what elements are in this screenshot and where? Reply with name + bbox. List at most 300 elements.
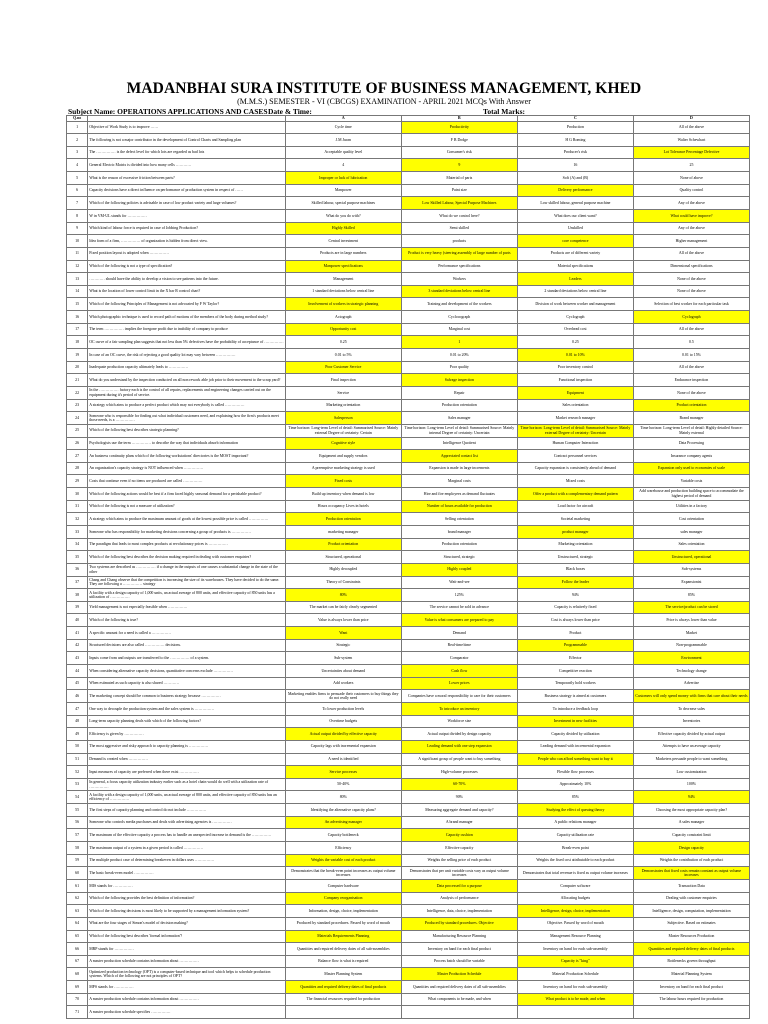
option-c: Marketing orientation xyxy=(517,538,633,551)
question-number: 43 xyxy=(67,652,88,665)
option-c: Cyclograph xyxy=(517,311,633,324)
table-row xyxy=(67,361,750,374)
option-d: 25 xyxy=(633,159,749,172)
table-row xyxy=(67,323,750,336)
table-row xyxy=(67,702,750,715)
option-b: brand manager xyxy=(401,526,517,539)
question-text: Someone who controls media purchases and deals with advertising agencies is …………… xyxy=(88,816,286,829)
option-d: All of the above xyxy=(633,247,749,260)
total-marks-label: Total Marks: xyxy=(483,107,526,116)
option-c: 0.01 to 10% xyxy=(517,349,633,362)
option-d: None of the above xyxy=(633,273,749,286)
question-text: OC curve of a fair sampling plan suggests that not less than 5% defectives have the probability of acceptance of …………… xyxy=(88,336,286,349)
option-a: J.M Juran xyxy=(285,134,401,147)
table-row xyxy=(67,1006,750,1019)
question-number: 23 xyxy=(67,399,88,412)
option-a: Improper or lack of lubrication xyxy=(285,172,401,185)
option-b: 1 xyxy=(401,336,517,349)
option-a: An advertising manager xyxy=(285,816,401,829)
option-c: Product xyxy=(517,627,633,640)
question-text: Which of the following decisions is most likely to be supported by a management information system? xyxy=(88,905,286,918)
table-row xyxy=(67,399,750,412)
option-c: Delivery performance xyxy=(517,184,633,197)
option-b: Weights the selling price of each product xyxy=(401,854,517,867)
option-a: Salesperson xyxy=(285,412,401,425)
option-c: Leaders xyxy=(517,273,633,286)
question-number: 45 xyxy=(67,677,88,690)
option-d: Product orientation xyxy=(633,399,749,412)
option-b: 9 xyxy=(401,159,517,172)
question-number: 25 xyxy=(67,424,88,437)
option-d: Transaction Data xyxy=(633,879,749,892)
table-row xyxy=(67,311,750,324)
option-a: Want xyxy=(285,627,401,640)
question-text: Demand is created when …………… xyxy=(88,753,286,766)
option-a: Produced by standard procedures. Passed by word of mouth xyxy=(285,917,401,930)
option-c: 94% xyxy=(517,589,633,602)
option-b: Process batch should be variable xyxy=(401,955,517,968)
option-c: Market research manager xyxy=(517,412,633,425)
option-b: Wait-and-see xyxy=(401,576,517,589)
question-number: 57 xyxy=(67,829,88,842)
option-c: A public relations manager xyxy=(517,816,633,829)
option-c: Poor inventory control xyxy=(517,361,633,374)
option-a: 1 standard deviations below central line xyxy=(285,285,401,298)
option-d: Insurance company agents xyxy=(633,450,749,463)
mcq-table xyxy=(66,115,750,1019)
option-b: Quantities and required delivery dates of all sub-assemblies xyxy=(401,981,517,994)
option-c: Leading demand with incremental expansion xyxy=(517,740,633,753)
option-b: Salvage inspection xyxy=(401,374,517,387)
option-b: Production orientation xyxy=(401,399,517,412)
option-b: Production orientation xyxy=(401,538,517,551)
option-c: Programmable xyxy=(517,639,633,652)
question-text: Which of the following actions would be best if a firm faced highly seasonal demand for a perishable product? xyxy=(88,488,286,501)
table-row xyxy=(67,222,750,235)
question-number: 37 xyxy=(67,576,88,589)
option-d: All of the above xyxy=(633,121,749,134)
question-number: 42 xyxy=(67,639,88,652)
question-text: Which of the following is not a measure of utilization? xyxy=(88,500,286,513)
option-d: Endurance inspection xyxy=(633,374,749,387)
question-number: 27 xyxy=(67,450,88,463)
question-text: Capacity decisions have a direct influence on performance of production system in respect of …… xyxy=(88,184,286,197)
table-row xyxy=(67,576,750,589)
option-c: Material Production Schedule xyxy=(517,968,633,981)
option-d: All of the above xyxy=(633,361,749,374)
question-number: 28 xyxy=(67,462,88,475)
option-a: Service processes xyxy=(285,766,401,779)
option-c: Producer's risk xyxy=(517,146,633,159)
question-number: 54 xyxy=(67,791,88,804)
option-b: Structured, strategic xyxy=(401,551,517,564)
question-number: 48 xyxy=(67,715,88,728)
question-text: A master production schedule contains information about …………… xyxy=(88,955,286,968)
option-a: Involvement of workers in strategic planning xyxy=(285,298,401,311)
exam-subtitle: (M.M.S.) SEMESTER - VI (CBCGS) EXAMINATION - APRIL 2021 MCQs With Answer xyxy=(237,97,531,106)
option-b: Product is very heavy (steering assembly of large number of parts xyxy=(401,247,517,260)
option-d: Cyclograph xyxy=(633,311,749,324)
option-a: marketing manager xyxy=(285,526,401,539)
option-a: 50-40% xyxy=(285,778,401,791)
question-text: Someone who has responsibility for marketing decisions concerning a group of products is …………… xyxy=(88,526,286,539)
question-text: The …………… is the defect level for which lots are regarded as bad lots xyxy=(88,146,286,159)
table-row xyxy=(67,526,750,539)
option-a: Add workers xyxy=(285,677,401,690)
option-c: Effector xyxy=(517,652,633,665)
option-d: Data Processing xyxy=(633,437,749,450)
question-number: 55 xyxy=(67,804,88,817)
option-b: Manufacturing Resource Planning xyxy=(401,930,517,943)
question-number: 64 xyxy=(67,917,88,930)
option-c: Objective. Passed by word of mouth xyxy=(517,917,633,930)
option-d: Walter Schewhart xyxy=(633,134,749,147)
question-text: MPS stands for …………… xyxy=(88,981,286,994)
option-b: To introduce an inventory xyxy=(401,702,517,715)
table-row xyxy=(67,450,750,463)
option-a: Manpower xyxy=(285,184,401,197)
question-text: In the …………… factory each is the control of all repairs, replacements and engineering changes carried out on the equipment during it's period of service. xyxy=(88,386,286,399)
option-a: Marketing enables firms to persuade their customers to buy things they do not really need xyxy=(285,690,401,703)
option-c: Weights the fixed cost attributable to each product xyxy=(517,854,633,867)
table-row xyxy=(67,273,750,286)
question-number: 35 xyxy=(67,551,88,564)
question-text: Efficiency is given by …………… xyxy=(88,728,286,741)
table-row xyxy=(67,209,750,222)
table-row xyxy=(67,285,750,298)
option-d: All of the above xyxy=(633,323,749,336)
option-d: Weights the contribution of each product xyxy=(633,854,749,867)
option-a: Fixed costs xyxy=(285,475,401,488)
option-c: 2 standard deviations below central line xyxy=(517,285,633,298)
question-text: Psychologists use the term …………… to describe the way that individuals absorb information xyxy=(88,437,286,450)
question-number: 9 xyxy=(67,222,88,235)
option-c: Cost is always lower than price xyxy=(517,614,633,627)
question-text: One way to decouple the production system and the sales system is …………… xyxy=(88,702,286,715)
option-b: A significant group of people want to buy something xyxy=(401,753,517,766)
question-number: 65 xyxy=(67,930,88,943)
table-row xyxy=(67,349,750,362)
option-d: Brand manager xyxy=(633,412,749,425)
question-number: 58 xyxy=(67,842,88,855)
question-number: 18 xyxy=(67,336,88,349)
question-number: 19 xyxy=(67,349,88,362)
question-text: The maximum of the effective capacity a process has to handle an unexpected increase in demand is the …………… xyxy=(88,829,286,842)
question-text: Long-term capacity planning deals with which of the following factors? xyxy=(88,715,286,728)
option-b: Poor quality xyxy=(401,361,517,374)
option-b: Master Production Schedule xyxy=(401,968,517,981)
header-option-b: B xyxy=(401,116,517,122)
question-text: In case of an OC curve, the risk of rejecting a good quality lot may vary between …………… xyxy=(88,349,286,362)
question-text: Which of the following is true? xyxy=(88,614,286,627)
option-a: Time horizon: Long-term Level of detail: Summarised Source: Mainly external Degree of certainty: Certain xyxy=(285,424,401,437)
option-c: Inventory on hand for each sub-assembly xyxy=(517,943,633,956)
table-row xyxy=(67,854,750,867)
option-a: Cycle time xyxy=(285,121,401,134)
table-row xyxy=(67,740,750,753)
table-row xyxy=(67,172,750,185)
option-a: Highly decoupled xyxy=(285,563,401,576)
option-c: Unskilled xyxy=(517,222,633,235)
question-text: Someone who is responsible for finding out what individual customers need, and explaining how the firm's products meet those needs, is a …………… xyxy=(88,412,286,425)
option-d: 94% xyxy=(633,791,749,804)
option-d: Low customization xyxy=(633,766,749,779)
option-a: A preemptive marketing strategy is used xyxy=(285,462,401,475)
table-row xyxy=(67,829,750,842)
question-number: 15 xyxy=(67,298,88,311)
question-text: Two systems are described as …………… if a change in the outputs of one causes a substantial change in the state of the other xyxy=(88,563,286,576)
question-number: 59 xyxy=(67,854,88,867)
option-b: Analysis of performance xyxy=(401,892,517,905)
option-c: Follow the leader xyxy=(517,576,633,589)
option-c: Break-even point xyxy=(517,842,633,855)
option-b: Demonstrates that per unit variable costs vary as output volume increases xyxy=(401,867,517,880)
question-text: An business continuity plans which of the following workstations' directories is the MOST important? xyxy=(88,450,286,463)
option-a: Capacity lags with incremental expansion xyxy=(285,740,401,753)
option-c: Capacity is "king" xyxy=(517,955,633,968)
option-b: 90% xyxy=(401,791,517,804)
question-text: A facility with a design capacity of 1,000 units, an actual average of 800 units, and effective capacity of 850 units has a utilization of …………… xyxy=(88,589,286,602)
option-b: Workers xyxy=(401,273,517,286)
option-a: Master Planning System xyxy=(285,968,401,981)
option-c: Approximately 10% xyxy=(517,778,633,791)
option-d: Master Resources Production xyxy=(633,930,749,943)
option-a: 0.01 to 5% xyxy=(285,349,401,362)
option-b: Expansion is made in large increments xyxy=(401,462,517,475)
option-b: Training and development of the workers xyxy=(401,298,517,311)
option-c: Societal marketing xyxy=(517,513,633,526)
option-a: Skilled labour, special purpose machines xyxy=(285,197,401,210)
question-number: 31 xyxy=(67,500,88,513)
table-row xyxy=(67,879,750,892)
option-d: What could have improve? xyxy=(633,209,749,222)
question-text: A strategy which aims to produce a perfect product which may not everybody is called …………… xyxy=(88,399,286,412)
option-c: Allocating budgets xyxy=(517,892,633,905)
option-a: 4 xyxy=(285,159,401,172)
question-number: 33 xyxy=(67,526,88,539)
option-a: Identifying the alternative capacity plans? xyxy=(285,804,401,817)
option-d: Sub-systems xyxy=(633,563,749,576)
option-c: Equipment xyxy=(517,386,633,399)
table-row xyxy=(67,374,750,387)
option-b: Produced by standard procedures. Objective xyxy=(401,917,517,930)
option-a: 0.25 xyxy=(285,336,401,349)
option-b: Highly coupled xyxy=(401,563,517,576)
option-d: Attempts to have an average capacity xyxy=(633,740,749,753)
option-c: To introduce a feedback loop xyxy=(517,702,633,715)
option-a: Highly Skilled xyxy=(285,222,401,235)
table-row xyxy=(67,462,750,475)
option-c: Intelligence, design, choice, implementation xyxy=(517,905,633,918)
option-b: 0.01 to 20% xyxy=(401,349,517,362)
question-text: Which of the following Principles of Management is not advocated by F W Taylor? xyxy=(88,298,286,311)
option-d: Variable costs xyxy=(633,475,749,488)
option-d: Any of the above xyxy=(633,197,749,210)
question-text: The basic break-even model …………… xyxy=(88,867,286,880)
option-c: Flexible flow processes xyxy=(517,766,633,779)
question-number: 11 xyxy=(67,247,88,260)
table-row xyxy=(67,968,750,981)
option-a: The market can be fairly clearly segmented xyxy=(285,601,401,614)
option-c: Contract personnel services xyxy=(517,450,633,463)
option-a: Efficiency xyxy=(285,842,401,855)
question-number: 44 xyxy=(67,665,88,678)
option-a: Service xyxy=(285,386,401,399)
table-row xyxy=(67,247,750,260)
question-text: Which photographic technique is used to record path of motions of the members of the body during method study? xyxy=(88,311,286,324)
question-number: 24 xyxy=(67,412,88,425)
option-a: Theory of Constraints xyxy=(285,576,401,589)
table-row xyxy=(67,437,750,450)
table-row xyxy=(67,159,750,172)
question-number: 68 xyxy=(67,968,88,981)
question-text: Structured decisions are also called …………… decisions. xyxy=(88,639,286,652)
table-row xyxy=(67,298,750,311)
question-number: 46 xyxy=(67,690,88,703)
question-text: Which of the following is not a type of specification? xyxy=(88,260,286,273)
option-a: Weights the variable cost of each product xyxy=(285,854,401,867)
option-a: Value is always lower than price xyxy=(285,614,401,627)
table-row xyxy=(67,412,750,425)
option-c: Mixed costs xyxy=(517,475,633,488)
question-text: What is the location of lower control limit in the X bar R control chart? xyxy=(88,285,286,298)
option-b: What components to be made, and when xyxy=(401,993,517,1006)
question-number: 17 xyxy=(67,323,88,336)
option-d: To decrease sales xyxy=(633,702,749,715)
option-c: 0.25 xyxy=(517,336,633,349)
question-number: 13 xyxy=(67,273,88,286)
question-number: 1 xyxy=(67,121,88,134)
option-c: core competence xyxy=(517,235,633,248)
question-number: 16 xyxy=(67,311,88,324)
question-number: 14 xyxy=(67,285,88,298)
option-c: Material specifications xyxy=(517,260,633,273)
option-b: 125% xyxy=(401,589,517,602)
option-d: Bottlenecks govern throughput xyxy=(633,955,749,968)
table-row xyxy=(67,197,750,210)
table-row xyxy=(67,665,750,678)
question-number: 4 xyxy=(67,159,88,172)
question-text: The maximum output of a system in a given period is called …………… xyxy=(88,842,286,855)
question-number: 62 xyxy=(67,892,88,905)
question-number: 51 xyxy=(67,753,88,766)
question-text: ………… should have the ability to develop a vision to see patterns into the future. xyxy=(88,273,286,286)
option-a: Uncertainties about demand xyxy=(285,665,401,678)
question-text: Optimized production technology (OPT) is a computer-based technique and tool which helps to schedule production systems. Which of the following are not principles of OPT? xyxy=(88,968,286,981)
table-row xyxy=(67,652,750,665)
option-b: Consumer's risk xyxy=(401,146,517,159)
question-text: In general, a focus capacity utilization industry earlier such as a hotel chain would do well with a utilization rate of …………… xyxy=(88,778,286,791)
option-c: Capacity is relatively fixed xyxy=(517,601,633,614)
option-a: A need is identified xyxy=(285,753,401,766)
table-row xyxy=(67,235,750,248)
option-a: Computer hardware xyxy=(285,879,401,892)
question-text: A strategy which aims to produce the maximum amount of goods at the lowest possible price is called …………… xyxy=(88,513,286,526)
table-row xyxy=(67,778,750,791)
option-d: Inventories xyxy=(633,715,749,728)
option-c: Investment in new facilities xyxy=(517,715,633,728)
option-c: Capacity expansion is consistently ahead of demand xyxy=(517,462,633,475)
table-row xyxy=(67,627,750,640)
option-b: Paint size xyxy=(401,184,517,197)
option-a: 80% xyxy=(285,589,401,602)
option-a: Sub-system xyxy=(285,652,401,665)
option-a: Build up inventory when demand is low xyxy=(285,488,401,501)
option-a: Hours occupancy Lives in hotels xyxy=(285,500,401,513)
option-a: Actual output divided by effective capacity xyxy=(285,728,401,741)
question-number: 7 xyxy=(67,197,88,210)
option-b: Low Skilled Labour, Special Purpose Machines xyxy=(401,197,517,210)
option-c: Time horizon: Long-term Level of detail: Summarised Source: Mainly external Degree of certainty: Uncertain xyxy=(517,424,633,437)
question-text: A facility with a design capacity of 1,000 units, an actual average of 800 units, and effective capacity of 850 units has an efficiency of …………… xyxy=(88,791,286,804)
question-text: The paradigm that leads to most complex products at revolutionary prices is …………… xyxy=(88,538,286,551)
option-b: Demand xyxy=(401,627,517,640)
question-number: 30 xyxy=(67,488,88,501)
table-row xyxy=(67,563,750,576)
option-a: Quantities and required delivery dates of final products xyxy=(285,981,401,994)
option-a: Capacity bottleneck xyxy=(285,829,401,842)
question-number: 20 xyxy=(67,361,88,374)
option-b: High-volume processes xyxy=(401,766,517,779)
question-text: What are the four stages of Simon's model of decision making? xyxy=(88,917,286,930)
question-number: 63 xyxy=(67,905,88,918)
option-d: Material Planning System xyxy=(633,968,749,981)
option-d: None of the above xyxy=(633,386,749,399)
question-number: 29 xyxy=(67,475,88,488)
option-b: Marginal cost xyxy=(401,323,517,336)
option-b: Number of hours available for production xyxy=(401,500,517,513)
table-row xyxy=(67,500,750,513)
option-b: F B Dodge xyxy=(401,134,517,147)
question-text: MRP stands for …………… xyxy=(88,943,286,956)
option-a: Management xyxy=(285,273,401,286)
option-c: Unstructured, strategic xyxy=(517,551,633,564)
option-a: Marketing orientation xyxy=(285,399,401,412)
option-c: Human Computer Interaction xyxy=(517,437,633,450)
option-d: Market xyxy=(633,627,749,640)
option-a: Company reorganisation xyxy=(285,892,401,905)
option-b: Real-time/time xyxy=(401,639,517,652)
option-d: The service/product can be stored xyxy=(633,601,749,614)
option-c: Load factor for aircraft xyxy=(517,500,633,513)
mcq-table-body xyxy=(67,121,750,1018)
option-c: Functional inspection xyxy=(517,374,633,387)
question-number: 39 xyxy=(67,601,88,614)
question-text: The first steps of capacity planning and control do not include …………… xyxy=(88,804,286,817)
table-row xyxy=(67,184,750,197)
option-a: Final inspection xyxy=(285,374,401,387)
option-c xyxy=(517,1006,633,1019)
option-b: 3 standard deviations below central line xyxy=(401,285,517,298)
table-row xyxy=(67,589,750,602)
question-text: Input measures of capacity are preferred when there exist …………… xyxy=(88,766,286,779)
table-row xyxy=(67,121,750,134)
option-b: Cash flow xyxy=(401,665,517,678)
option-d xyxy=(633,1006,749,1019)
question-text: The marketing concept should be common to business strategy because …………… xyxy=(88,690,286,703)
option-c: 16 xyxy=(517,159,633,172)
table-row xyxy=(67,538,750,551)
option-c: Demonstrates that total revenue is fixed as output volume increases xyxy=(517,867,633,880)
option-b: Marginal costs xyxy=(401,475,517,488)
question-number: 22 xyxy=(67,386,88,399)
option-d: Design capacity xyxy=(633,842,749,855)
option-d: 0.5 xyxy=(633,336,749,349)
table-row xyxy=(67,917,750,930)
question-number: 69 xyxy=(67,981,88,994)
question-number: 56 xyxy=(67,816,88,829)
option-c: Computer software xyxy=(517,879,633,892)
